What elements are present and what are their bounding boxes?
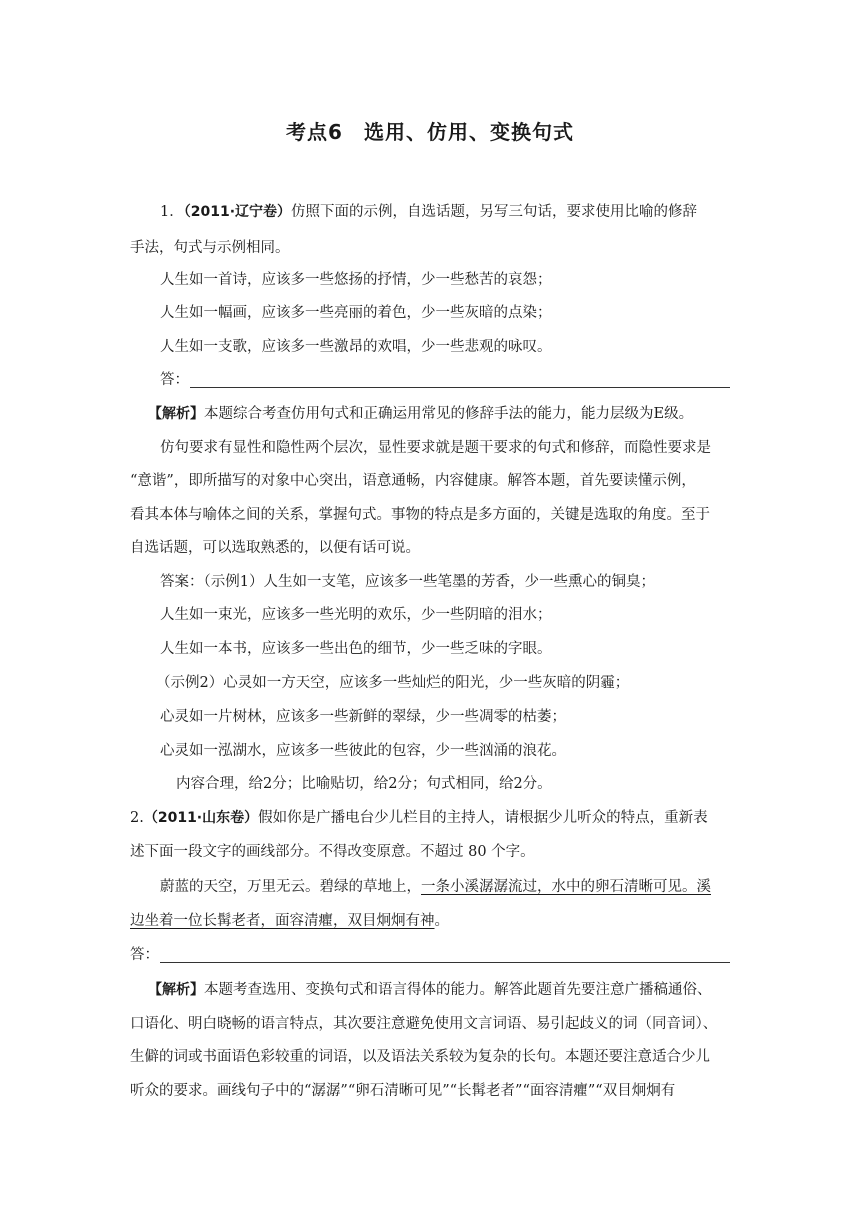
q1-key-line-6: 心灵如一泓湖水，应该多一些彼此的包容，少一些汹涌的浪花。 bbox=[160, 743, 566, 759]
q2-analysis-line-2: 口语化、明白晓畅的语言特点，其次要注意避免使用文言词语、易引起歧义的词（同音词）、 bbox=[130, 1016, 718, 1032]
q2-underlined-part-2: 边坐着一位长髯老者，面容清癯，双目炯炯有神 bbox=[130, 913, 435, 929]
q1-key-line-1: 答案：（示例1）人生如一支笔，应该多一些笔墨的芳香，少一些熏心的铜臭； bbox=[160, 574, 655, 590]
q1-answer-line[interactable] bbox=[190, 387, 730, 388]
q1-analysis-p2-line-2: “意谐”，即所描写的对象中心突出，语意通畅，内容健康。解答本题，首先要读懂示例， bbox=[130, 473, 696, 489]
q2-analysis-line-1 bbox=[148, 980, 748, 1000]
q1-analysis-p2-line-3: 看其本体与喻体之间的关系，掌握句式。事物的特点是多方面的，关键是选取的角度。至于 bbox=[130, 507, 710, 523]
q1-analysis-tag: 【解析】 bbox=[148, 406, 204, 422]
q2-analysis-text: 本题考查选用、变换句式和语言得体的能力。解答此题首先要注意广播稿通俗、 bbox=[204, 982, 712, 998]
q1-analysis-text: 本题综合考查仿用句式和正确运用常见的修辞手法的能力，能力层级为E级。 bbox=[204, 406, 694, 422]
q1-example-3: 人生如一支歌，应该多一些激昂的欢唱，少一些悲观的咏叹。 bbox=[160, 339, 552, 355]
q2-number: 2. bbox=[130, 810, 144, 826]
q1-example-1: 人生如一首诗，应该多一些悠扬的抒情，少一些愁苦的哀怨； bbox=[160, 272, 552, 288]
q2-answer-prompt: 答： bbox=[130, 947, 159, 963]
q2-underlined-part-1: 一条小溪潺潺流过，水中的卵石清晰可见。溪 bbox=[421, 879, 711, 895]
q1-answer-prompt: 答： bbox=[160, 372, 189, 388]
q1-analysis-line-1 bbox=[148, 404, 748, 424]
q2-passage-plain: 蔚蓝的天空，万里无云。碧绿的草地上， bbox=[160, 879, 421, 895]
q2-answer-line[interactable] bbox=[160, 962, 730, 963]
q1-key-line-4: （示例2）心灵如一方天空，应该多一些灿烂的阳光，少一些灰暗的阴霾； bbox=[156, 675, 630, 691]
q2-passage-line-2 bbox=[130, 911, 730, 931]
q2-passage-line-1 bbox=[160, 877, 730, 897]
q2-source: （2011·山东卷） bbox=[143, 810, 259, 826]
page-title: 考点6 选用、仿用、变换句式 bbox=[286, 120, 574, 144]
q1-key-line-3: 人生如一本书，应该多一些出色的细节，少一些乏味的字眼。 bbox=[160, 641, 552, 657]
q2-analysis-tag: 【解析】 bbox=[148, 982, 204, 998]
q1-key-line-7: 内容合理，给2分；比喻贴切，给2分；句式相同，给2分。 bbox=[176, 776, 552, 792]
q1-source: （2011·辽宁卷） bbox=[183, 204, 292, 220]
q2-stem-b: 述下面一段文字的画线部分。不得改变原意。不超过 80 个字。 bbox=[130, 844, 535, 860]
q2-analysis-line-4: 听众的要求。画线句子中的“潺潺”“卵石清晰可见”“长髯老者”“面容清癯”“双目炯炯有 bbox=[130, 1083, 676, 1099]
q1-key-line-5: 心灵如一片树林，应该多一些新鲜的翠绿，少一些凋零的枯萎； bbox=[160, 709, 566, 725]
q1-analysis-p2-line-1: 仿句要求有显性和隐性两个层次，显性要求就是题干要求的句式和修辞，而隐性要求是 bbox=[160, 440, 711, 456]
q1-example-2: 人生如一幅画，应该多一些亮丽的着色，少一些灰暗的点染； bbox=[160, 305, 552, 321]
q2-stem-line-1 bbox=[130, 808, 730, 828]
q1-stem-a: 仿照下面的示例，自选话题，另写三句话，要求使用比喻的修辞 bbox=[291, 204, 698, 220]
q2-stem-a: 假如你是广播电台少儿栏目的主持人，请根据少儿听众的特点，重新表 bbox=[258, 810, 708, 826]
q2-passage-end: 。 bbox=[434, 913, 449, 929]
q1-key-line-2: 人生如一束光，应该多一些光明的欢乐，少一些阴暗的泪水； bbox=[160, 607, 552, 623]
q2-analysis-line-3: 生僻的词或书面语色彩较重的词语，以及语法关系较为复杂的长句。本题还要注意适合少儿 bbox=[130, 1049, 710, 1065]
q1-stem-b: 手法，句式与示例相同。 bbox=[130, 240, 290, 256]
q1-number: 1． bbox=[160, 204, 184, 220]
q1-stem-line-1 bbox=[160, 202, 760, 222]
q1-analysis-p2-line-4: 自选话题，可以选取熟悉的，以便有话可说。 bbox=[130, 540, 420, 556]
